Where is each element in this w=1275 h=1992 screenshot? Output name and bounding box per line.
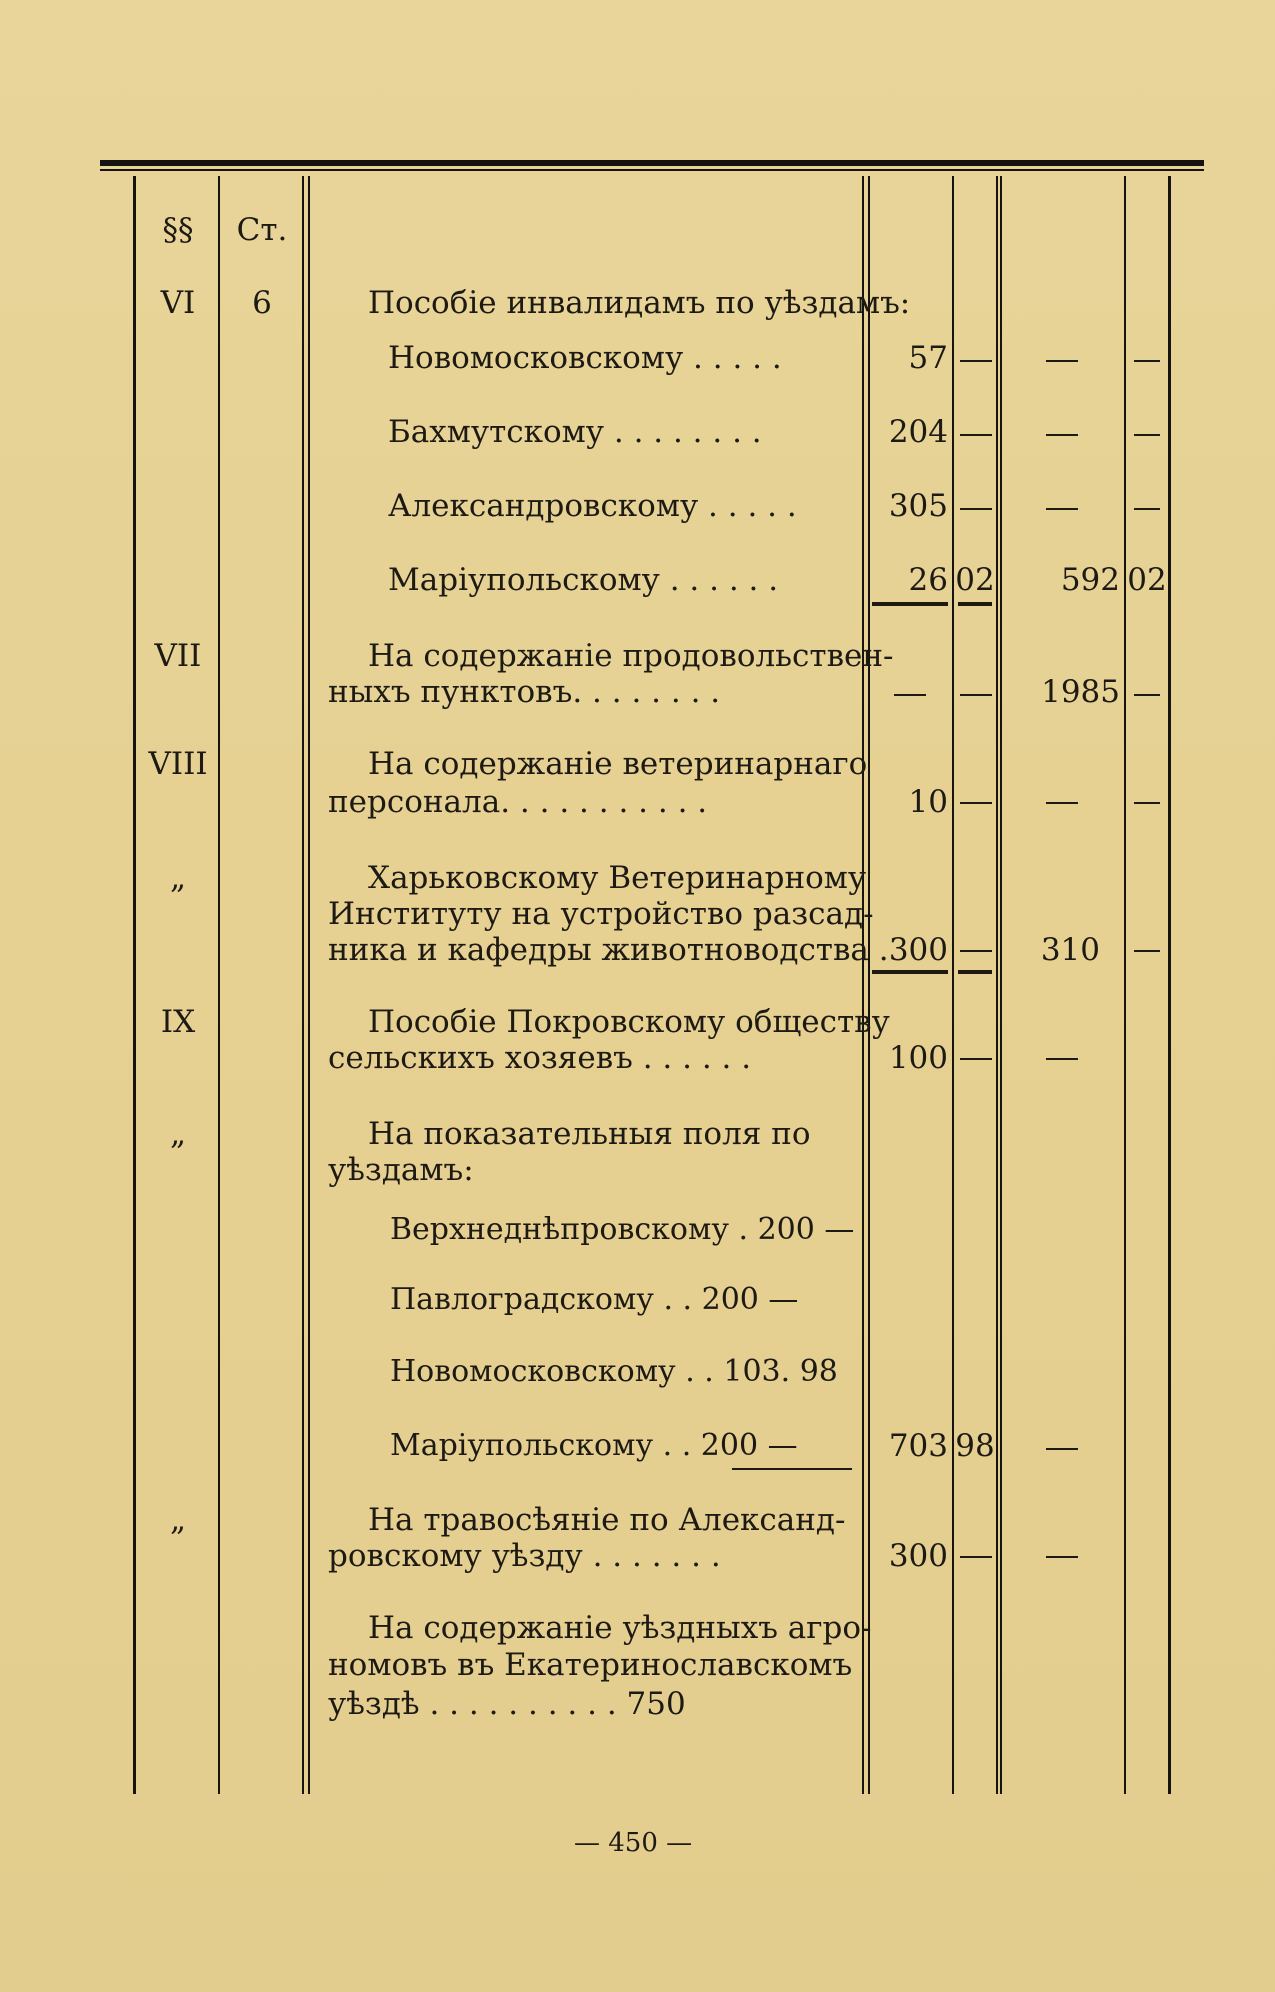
dash — [1134, 434, 1160, 436]
item-text: Харьковскому Ветеринарному — [368, 860, 867, 896]
item-text: Институту на устройство разсад- — [328, 896, 874, 932]
col-rule — [133, 176, 136, 1794]
amount-rub: 57 — [908, 340, 948, 376]
item-text: уѣздѣ . . . . . . . . . . 750 — [328, 1686, 686, 1722]
col-rule — [308, 176, 310, 1794]
ditto-mark: „ — [169, 1502, 187, 1538]
item-text: На содержаніе уѣздныхъ агро- — [368, 1610, 872, 1646]
col-rule — [218, 176, 220, 1794]
col-rule — [1000, 176, 1002, 1794]
col-rule — [996, 176, 998, 1794]
item-text: сельскихъ хозяевъ . . . . . . — [328, 1040, 752, 1076]
dash — [960, 802, 992, 804]
amount-kop: 02 — [955, 562, 995, 598]
amount-rub: 300 — [888, 1538, 948, 1574]
dash — [960, 434, 992, 436]
dash — [1134, 950, 1160, 952]
dash — [894, 694, 926, 696]
dash — [960, 360, 992, 362]
dash — [1046, 802, 1078, 804]
dash — [1046, 434, 1078, 436]
item-text: номовъ въ Екатеринославскомъ — [328, 1647, 853, 1683]
col-rule — [302, 176, 304, 1794]
item-text: ника и кафедры животноводства . — [328, 932, 889, 968]
dash — [1134, 508, 1160, 510]
ditto-mark: „ — [169, 860, 187, 896]
article-number: 6 — [252, 285, 272, 321]
item-label: Маріупольскому . . . . . . — [388, 562, 779, 598]
total-rub: 592 — [1060, 562, 1120, 598]
amount-rub: 305 — [888, 488, 948, 524]
dash — [1046, 508, 1078, 510]
dash — [1134, 802, 1160, 804]
dash — [1046, 1448, 1078, 1450]
amount-rub: 100 — [888, 1040, 948, 1076]
item-label: Бахмутскому . . . . . . . . — [388, 414, 762, 450]
amount-rub: 204 — [888, 414, 948, 450]
amount-kop: 98 — [955, 1428, 995, 1464]
item-label: Новомосковскому . . 103. 98 — [390, 1354, 838, 1389]
dash — [1134, 694, 1160, 696]
dash — [960, 1556, 992, 1558]
dash — [960, 694, 992, 696]
dash — [960, 1058, 992, 1060]
item-text: На показательныя поля по — [368, 1116, 811, 1152]
dash — [1046, 360, 1078, 362]
item-text: ныхъ пунктовъ. . . . . . . . — [328, 674, 721, 710]
col-rule — [862, 176, 864, 1794]
dash — [1134, 360, 1160, 362]
section-number: IX — [160, 1004, 196, 1040]
amount-rub: 10 — [908, 784, 948, 820]
col-rule — [952, 176, 954, 1794]
section-number: VII — [154, 638, 202, 674]
amount-rub: 26 — [908, 562, 948, 598]
item-label: Новомосковскому . . . . . — [388, 340, 782, 376]
item-text: На травосѣяніе по Александ- — [368, 1502, 846, 1538]
sum-underline — [872, 970, 948, 974]
total-rub: 1985 — [1041, 674, 1120, 710]
section-number: VIII — [148, 746, 208, 782]
item-label: Верхнеднѣпровскому . 200 — — [390, 1212, 855, 1247]
total-rub: 310 — [1040, 932, 1100, 968]
item-label: Павлоградскому . . 200 — — [390, 1282, 799, 1317]
dash — [1046, 1556, 1078, 1558]
dash — [1046, 1058, 1078, 1060]
section-number: VI — [160, 285, 196, 321]
sum-underline — [872, 602, 948, 606]
subtotal-underline — [732, 1468, 852, 1470]
top-rule — [100, 160, 1204, 166]
item-title: Пособіе инвалидамъ по уѣздамъ: — [368, 285, 911, 321]
item-text: Пособіе Покровскому обществу — [368, 1004, 890, 1040]
item-text: персонала. . . . . . . . . . . — [328, 784, 708, 820]
dash — [960, 508, 992, 510]
item-label: Александровскому . . . . . — [388, 488, 797, 524]
page-number: — 450 — — [574, 1828, 693, 1858]
item-text: На содержаніе ветеринарнаго — [368, 746, 868, 782]
top-rule-thin — [100, 169, 1204, 171]
ditto-mark: „ — [169, 1116, 187, 1152]
item-text: уѣздамъ: — [328, 1152, 474, 1188]
dash — [960, 950, 992, 952]
amount-rub: 300 — [888, 932, 948, 968]
item-label: Маріупольскому . . 200 — — [390, 1428, 798, 1463]
header-article: Ст. — [236, 212, 288, 248]
sum-underline — [958, 602, 992, 606]
header-section: §§ — [162, 212, 194, 248]
col-rule — [1168, 176, 1171, 1794]
col-rule — [1124, 176, 1126, 1794]
amount-rub: 703 — [888, 1428, 948, 1464]
sum-underline — [958, 970, 992, 974]
item-text: ровскому уѣзду . . . . . . . — [328, 1538, 721, 1574]
total-kop: 02 — [1127, 562, 1167, 598]
item-text: На содержаніе продовольствен- — [368, 638, 894, 674]
